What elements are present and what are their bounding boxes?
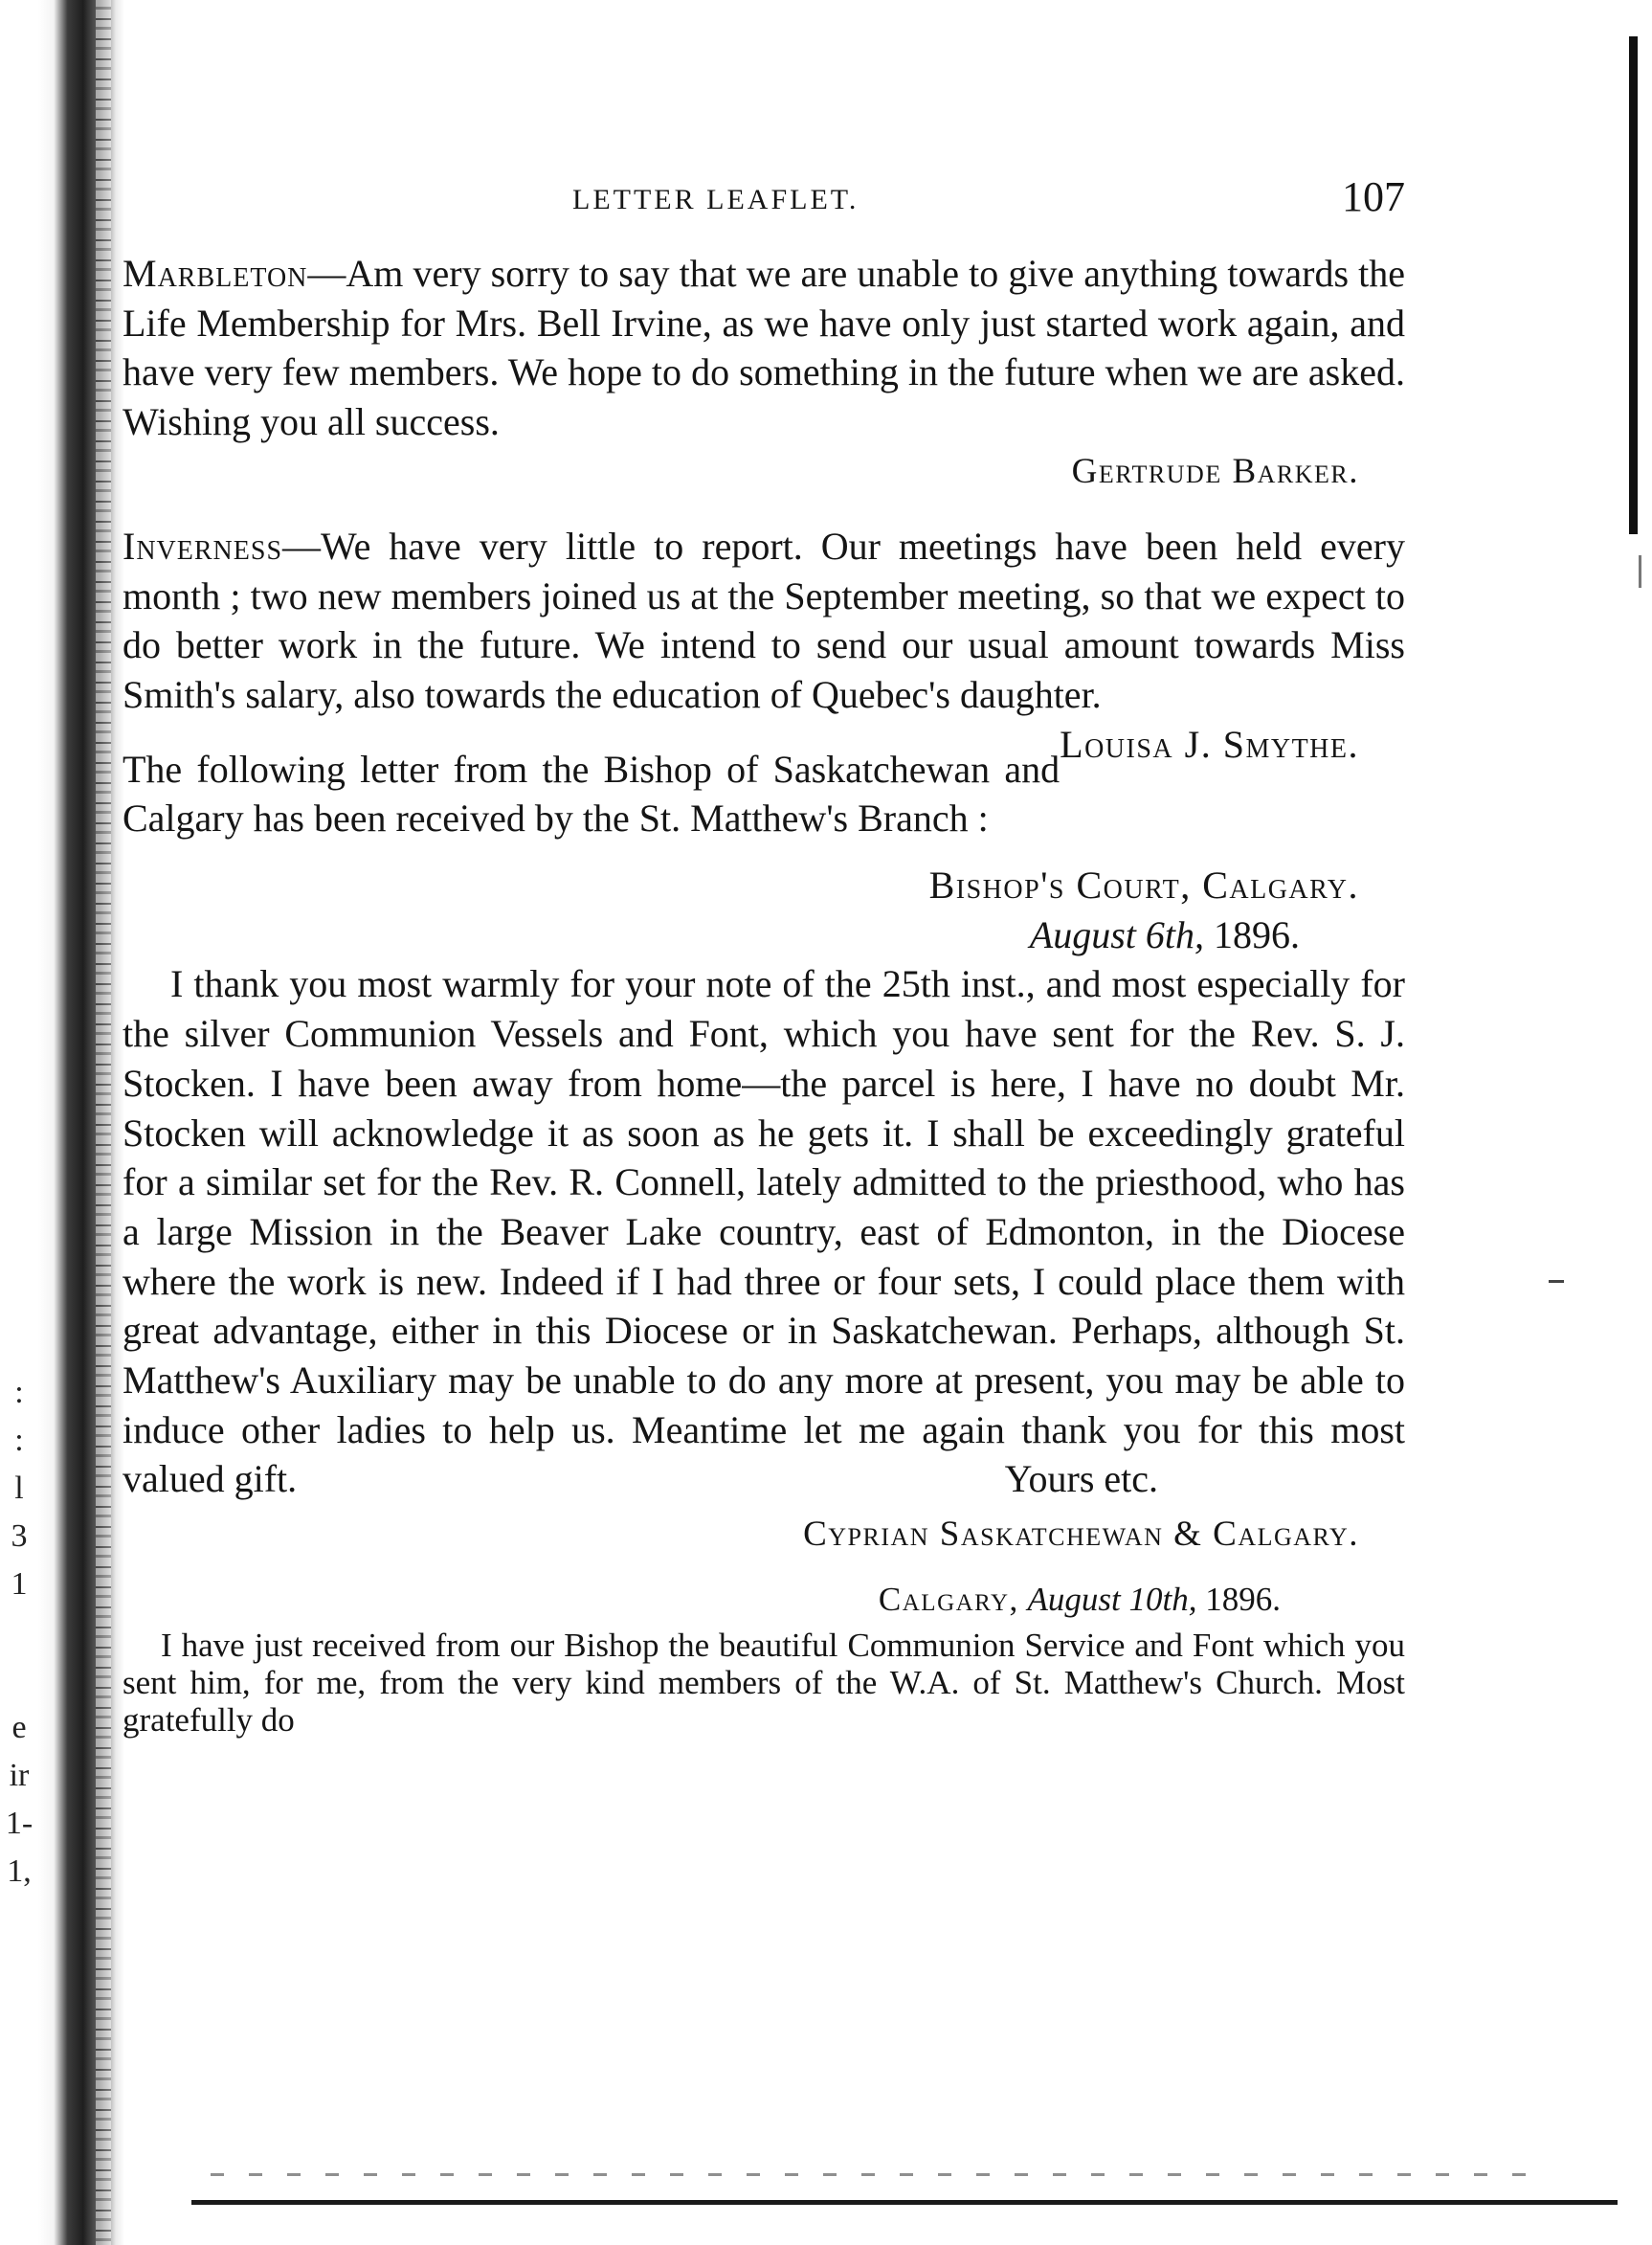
margin-mark: :: [14, 1423, 24, 1458]
footer-dotted-rule: [211, 2173, 1531, 2176]
date-day: August 6th,: [1029, 912, 1204, 956]
branch-name: Marbleton: [123, 252, 308, 295]
signature: Louisa J. Smythe.: [1060, 722, 1359, 766]
report-text: —Am very sorry to say that we are unable to give anything towards the Life Membership for Mrs. Bell Irvine, as we have only just started work again, and have very few members. We hope to do something in the future when we are asked. Wishing you all success.: [123, 252, 1405, 444]
margin-mark: 1,: [7, 1853, 32, 1889]
right-edge-dash: [1639, 555, 1641, 588]
letter-address: Bishop's Court, Calgary.: [928, 864, 1359, 908]
inverness-report: [123, 522, 1405, 766]
spacer: [123, 497, 1405, 522]
bishop-letter-body: [123, 959, 1405, 1504]
margin-mark: ir: [9, 1758, 30, 1793]
running-title: LETTER LEAFLET.: [572, 184, 859, 215]
book-gutter-shadow: [38, 0, 124, 2245]
calgary-letter-body: I have just received from our Bishop the beautiful Communion Service and Font which you sent him, for me, from the very kind members of the W.A. of St. Matthew's Church. Most gratefully do: [123, 1627, 1405, 1740]
letter-date: [123, 910, 1405, 960]
marbleton-report: [123, 249, 1405, 447]
margin-mark: e: [11, 1710, 27, 1745]
page-header: [123, 172, 1405, 249]
page-text-column: [123, 172, 1405, 1739]
bishop-signature: Cyprian Saskatchewan & Calgary.: [803, 1515, 1359, 1555]
spacer: [123, 843, 1405, 861]
margin-mark: [0, 1656, 38, 1704]
margin-mark: l: [14, 1470, 24, 1506]
margin-mark: :: [14, 1375, 24, 1410]
date-year: 1896.: [1205, 1581, 1281, 1619]
margin-mark: 1: [11, 1566, 28, 1602]
spacer: [123, 1560, 1405, 1573]
signature: Gertrude Barker.: [1071, 451, 1359, 491]
margin-mark: 3: [11, 1518, 28, 1554]
intro-paragraph: The following letter from the Bishop of Saskatchewan and Calgary has been received by the St. Matthew's Branch :: [123, 747, 1060, 841]
margin-mark: 1-: [5, 1806, 33, 1841]
calgary-dateline: [123, 1573, 1405, 1627]
branch-name: Inverness: [123, 524, 283, 568]
footer-rule: [191, 2200, 1618, 2205]
margin-dash: [1549, 1280, 1564, 1283]
gutter-texture: [96, 0, 111, 2245]
letter-closing: Yours etc.: [1004, 1457, 1158, 1501]
margin-mark: [0, 1608, 38, 1656]
right-edge-mark: [1629, 36, 1638, 534]
date-day: August 10th,: [1027, 1581, 1197, 1619]
dateline-place: Calgary,: [878, 1581, 1019, 1619]
report-text: —We have very little to report. Our meetings have been held every month ; two new members joined us at the September meeting, so that we expect to do better work in the future. We intend to send our usual amount towards Miss Smith's salary, also towards the education of Quebec's daughter.: [123, 524, 1405, 716]
facing-page-bleed-text: [0, 1369, 38, 1896]
date-year: 1896.: [1214, 912, 1300, 956]
letter-text: I thank you most warmly for your note of the 25th inst., and most especially for the silver Communion Vessels and Font, which you have sent for the Rev. S. J. Stocken. I have been away from home—the parcel is here, I have no doubt Mr. Stocken will acknowledge it as soon as he gets it. I shall be exceedingly grateful for a similar set for the Rev. R. Connell, lately admitted to the priesthood, who has a large Mission in the Beaver Lake country, east of Edmonton, in the Diocese where the work is new. Indeed if I had three or four sets, I could place them with great advantage, either in this Diocese or in Saskatchewan. Perhaps, although St. Matthew's Auxiliary may be unable to do any more at present, you may be able to induce other ladies to help us. Meantime let me again thank you for this most valued gift.: [123, 962, 1405, 1501]
page-number: 107: [1342, 173, 1405, 220]
